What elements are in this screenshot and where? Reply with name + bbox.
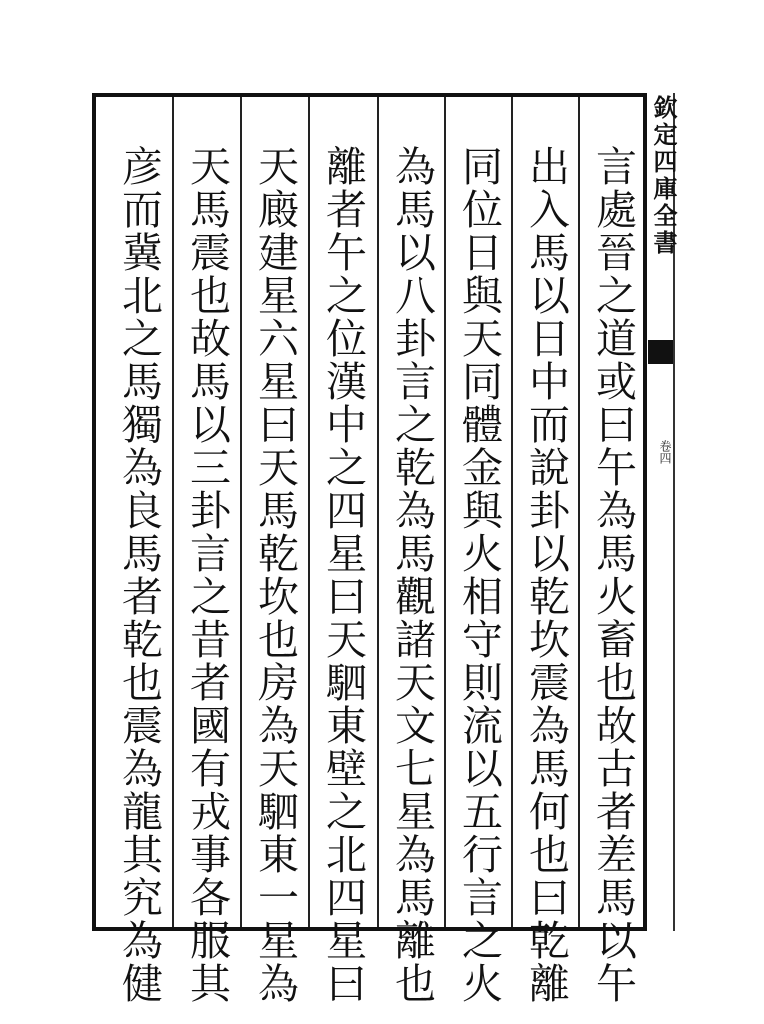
text-column-1: 言處晉之道或曰午為馬火畜也故古者差馬以午	[589, 145, 637, 1005]
text-column-7: 天馬震也故馬以三卦言之昔者國有戎事各服其	[183, 145, 231, 1005]
collection-title: 欽定四庫全書	[649, 95, 678, 257]
column-divider	[172, 97, 174, 927]
column-divider	[511, 97, 513, 927]
column-divider	[444, 97, 446, 927]
text-column-6: 天廄建星六星曰天馬乾坎也房為天駟東一星為	[251, 145, 299, 1005]
text-column-8: 彦而冀北之馬獨為良馬者乾也震為龍其究為健	[115, 145, 163, 1005]
text-column-2: 出入馬以日中而說卦以乾坎震為馬何也曰乾離	[522, 145, 570, 1005]
text-column-3: 同位日與天同體金與火相守則流以五行言之火	[455, 145, 503, 1005]
column-divider	[308, 97, 310, 927]
column-divider	[240, 97, 242, 927]
column-divider	[377, 97, 379, 927]
text-column-5: 離者午之位漢中之四星曰天駟東壁之北四星曰	[319, 145, 367, 1005]
column-divider	[578, 97, 580, 927]
fishtail-mark	[648, 340, 673, 364]
text-column-4: 為馬以八卦言之乾為馬觀諸天文七星為馬離也	[388, 145, 436, 1005]
volume-label: 卷四	[658, 440, 672, 464]
